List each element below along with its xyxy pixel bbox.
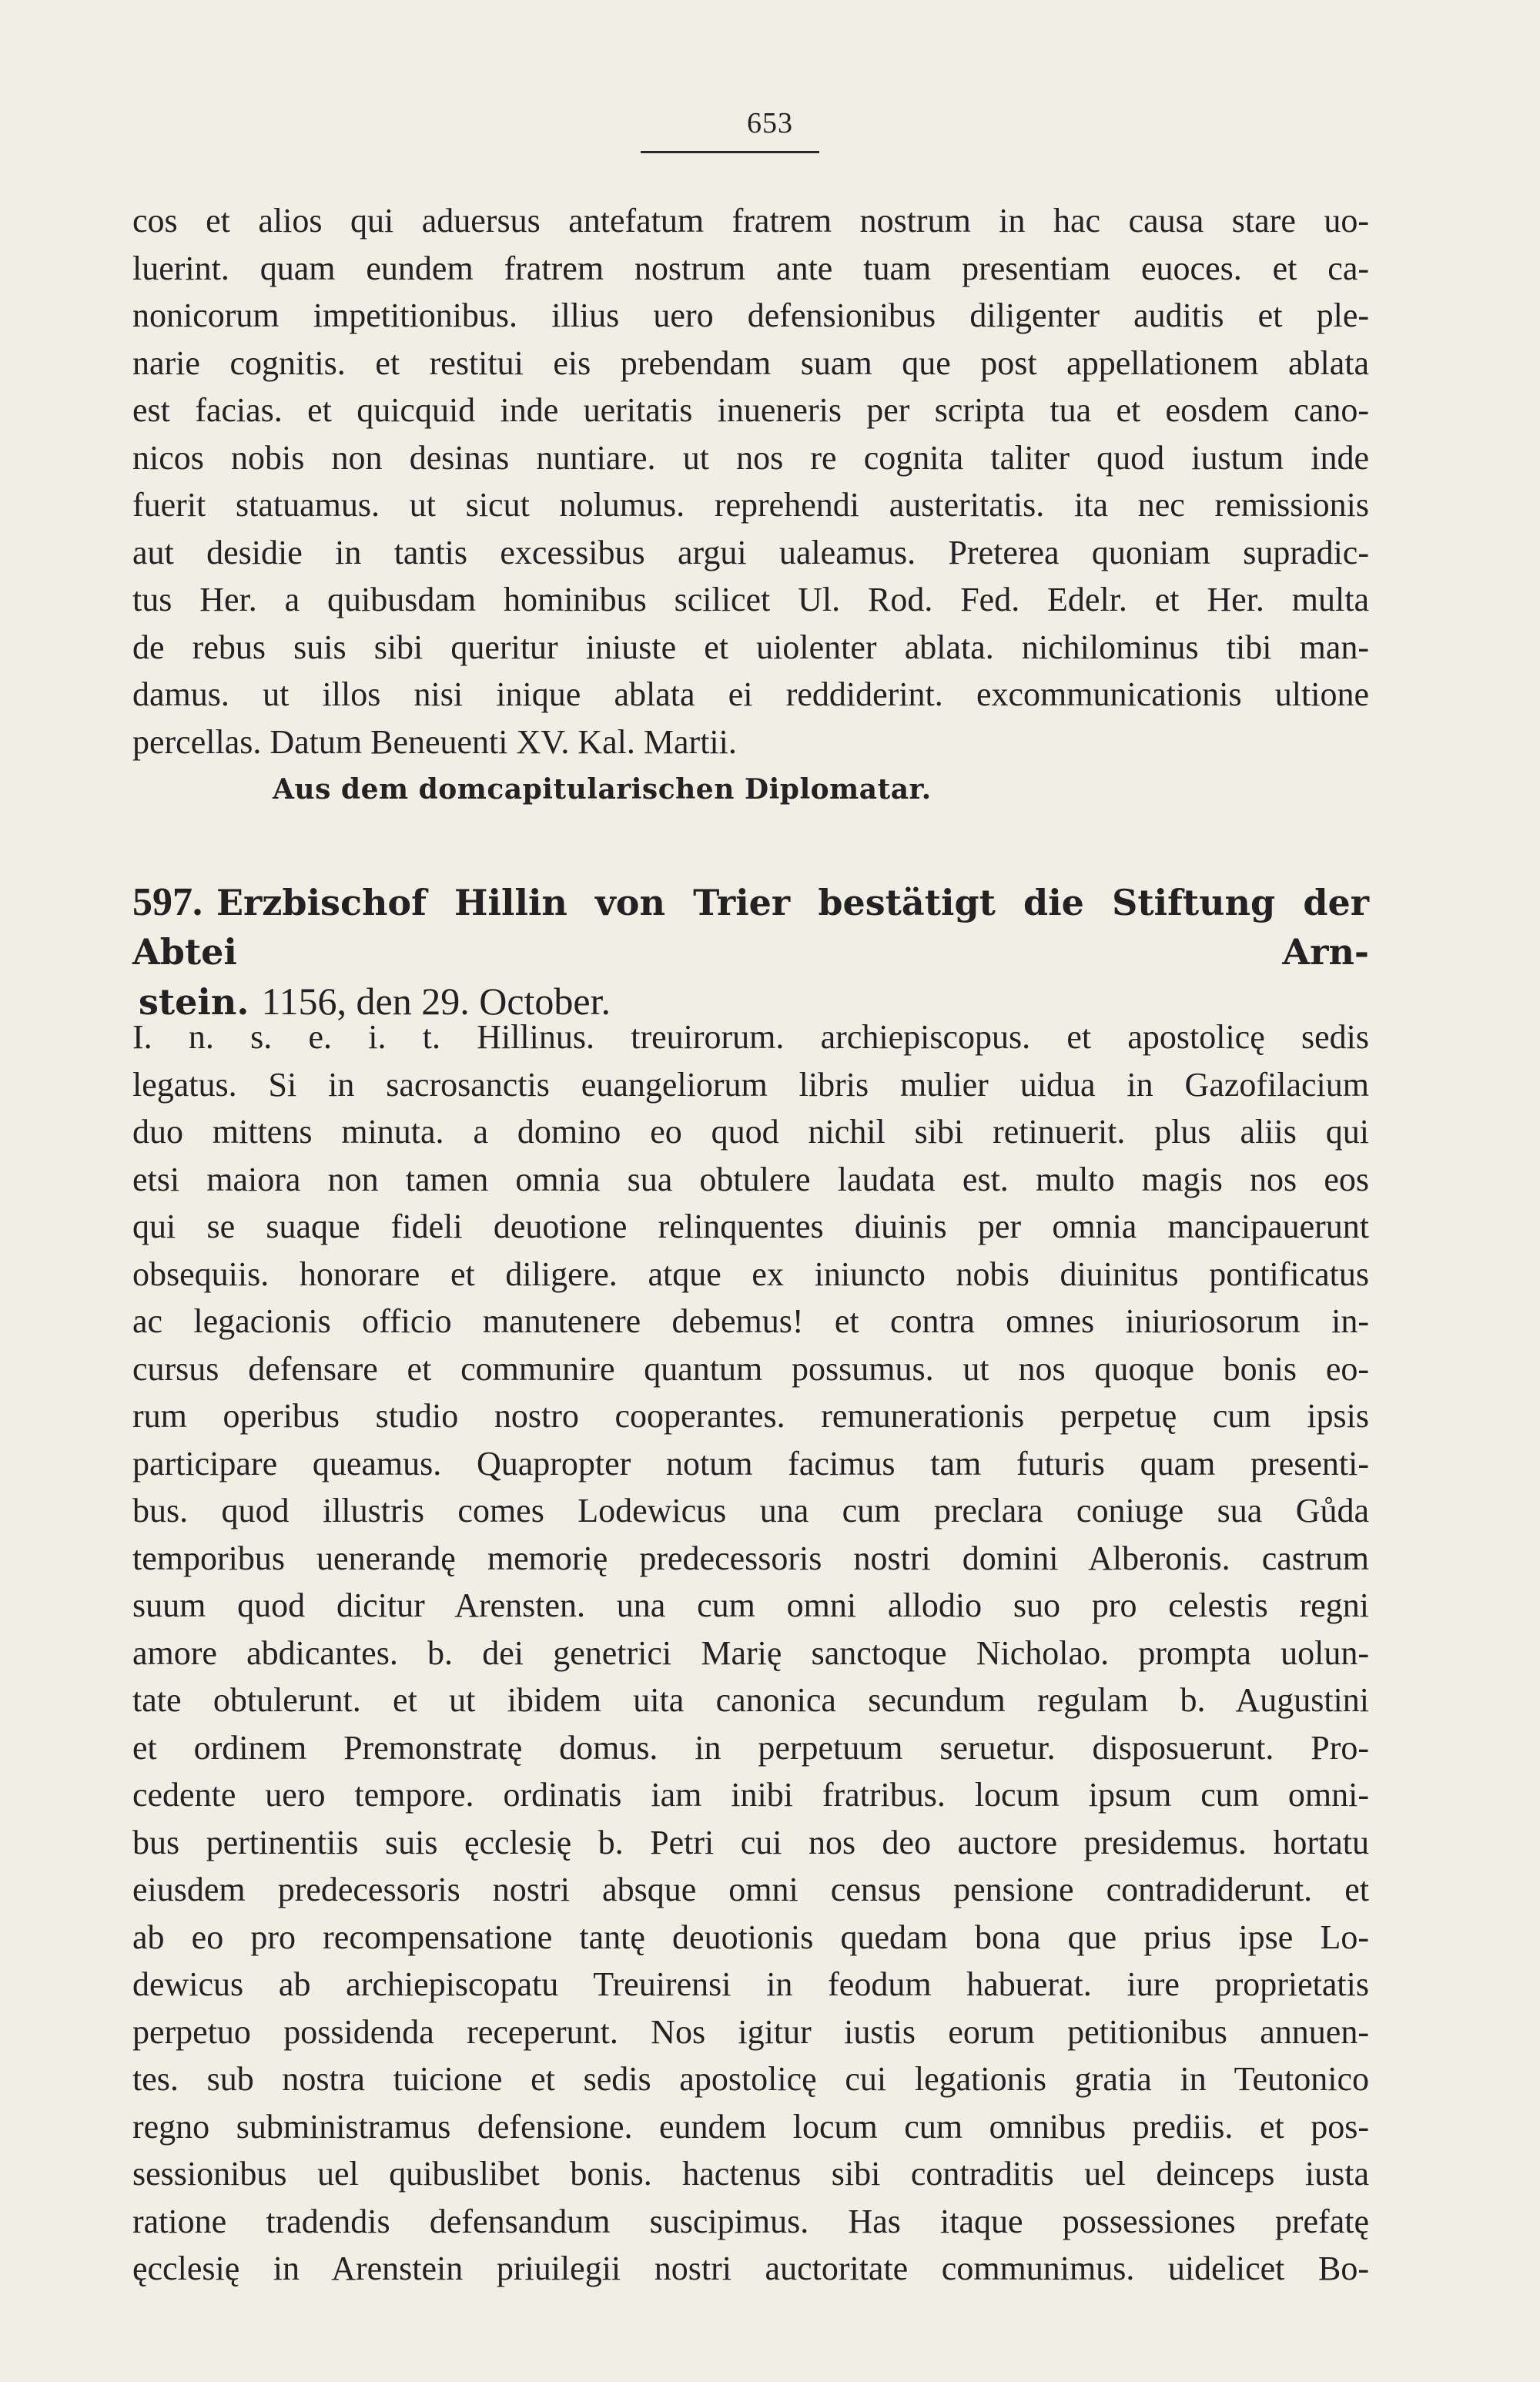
text-line: eiusdem predecessoris nostri absque omni census pensione contradiderunt. et (132, 1871, 1369, 1908)
text-line: narie cognitis. et restitui eis prebendam suam que post appellationem ablata (132, 343, 1369, 382)
text-line: cos et alios qui aduersus antefatum fratrem nostrum in hac causa stare uo- (132, 202, 1369, 240)
text-line: obsequiis. honorare et diligere. atque ex iniuncto nobis diuinitus pontificatus (132, 1255, 1369, 1293)
text-line: est facias. et quicquid inde ueritatis inueneris per scripta tua et eosdem cano- (132, 391, 1369, 429)
text-line: ab eo pro recompensatione tantę deuotionis quedam bona que prius ipse Lo- (132, 1918, 1369, 1956)
text-line: percellas. Datum Beneuenti XV. Kal. Martii. (132, 722, 737, 761)
text-line: damus. ut illos nisi inique ablata ei reddiderint. excommunicationis ultione (132, 675, 1369, 713)
text-line: perpetuo possidenda receperunt. Nos igitur iustis eorum petitionibus annuen- (132, 2012, 1369, 2051)
text-line: legatus. Si in sacrosanctis euangeliorum libris mulier uidua in Gazofilacium (132, 1065, 1369, 1104)
text-line: ac legacionis officio manutenere debemus! et contra omnes iniuriosorum in- (132, 1302, 1369, 1340)
text-line: suum quod dicitur Arensten. una cum omni allodio suo pro celestis regni (132, 1586, 1369, 1624)
text-line: de rebus suis sibi queritur iniuste et uiolenter ablata. nichilominus tibi man- (132, 628, 1369, 666)
document-title-end: stein. (139, 981, 249, 1023)
text-line: tus Her. a quibusdam hominibus scilicet Ul. Rod. Fed. Edelr. et Her. multa (132, 581, 1369, 618)
text-line: I. n. s. e. i. t. Hillinus. treuirorum. archiepiscopus. et apostolicę sedis (132, 1018, 1369, 1056)
text-line: sessionibus uel quibuslibet bonis. hactenus sibi contraditis uel deinceps iusta (132, 2155, 1369, 2193)
text-line: et ordinem Premonstratę domus. in perpetuum seruetur. disposuerunt. Pro- (132, 1728, 1369, 1767)
text-line: nicos nobis non desinas nuntiare. ut nos re cognita taliter quod iustum inde (132, 438, 1369, 477)
text-line: bus. quod illustris comes Lodewicus una cum preclara coniuge sua Gůda (132, 1492, 1369, 1529)
document-text (132, 1013, 1369, 2293)
text-line: luerint. quam eundem fratrem nostrum ante tuam presentiam euoces. et ca- (132, 249, 1369, 287)
text-line: duo mittens minuta. a domino eo quod nichil sibi retinuerit. plus aliis qui (132, 1113, 1369, 1151)
page-number: 653 (747, 107, 793, 139)
text-line: qui se suaque fideli deuotione relinquentes diuinis per omnia mancipauerunt (132, 1208, 1369, 1245)
text-line: ęcclesię in Arenstein priuilegii nostri auctoritate communimus. uidelicet Bo- (132, 2250, 1369, 2287)
document-date: 1156, den 29. October. (261, 980, 611, 1023)
source-note: Aus dem domcapitularischen Diplomatar. (273, 773, 932, 806)
header-rule (641, 151, 819, 153)
text-line: regno subministramus defensione. eundem locum cum omnibus prediis. et pos- (132, 2107, 1369, 2146)
text-line: bus pertinentiis suis ęcclesię b. Petri cui nos deo auctore presidemus. hortatu (132, 1823, 1369, 1861)
text-line: cedente uero tempore. ordinatis iam inibi fratribus. locum ipsum cum omni- (132, 1776, 1369, 1814)
text-line: tate obtulerunt. et ut ibidem uita canonica secundum regulam b. Augustini (132, 1681, 1369, 1719)
text-line: nonicorum impetitionibus. illius uero defensionibus diligenter auditis et ple- (132, 296, 1369, 334)
text-line: ratione tradendis defensandum suscipimus. Has itaque possessiones prefatę (132, 2202, 1369, 2240)
text-line: aut desidie in tantis excessibus argui ualeamus. Preterea quoniam supradic- (132, 533, 1369, 571)
document-heading (132, 878, 1369, 1027)
text-line: participare queamus. Quapropter notum facimus tam futuris quam presenti- (132, 1444, 1369, 1482)
text-line: rum operibus studio nostro cooperantes. remunerationis perpetuę cum ipsis (132, 1397, 1369, 1435)
document-title: Erzbischof Hillin von Trier bestätigt die Stiftung der Abtei Arn- (132, 882, 1369, 973)
continuation-text (132, 197, 1369, 766)
text-line: etsi maiora non tamen omnia sua obtulere laudata est. multo magis nos eos (132, 1160, 1369, 1198)
text-line: dewicus ab archiepiscopatu Treuirensi in feodum habuerat. iure proprietatis (132, 1965, 1369, 2003)
text-line: tes. sub nostra tuicione et sedis apostolicę cui legationis gratia in Teutonico (132, 2060, 1369, 2098)
document-number: 597. (132, 880, 203, 924)
text-line: amore abdicantes. b. dei genetrici Marię sanctoque Nicholao. prompta uolun- (132, 1633, 1369, 1672)
text-line: cursus defensare et communire quantum possumus. ut nos quoque bonis eo- (132, 1349, 1369, 1388)
text-line: temporibus uenerandę memorię predecessoris nostri domini Alberonis. castrum (132, 1539, 1369, 1577)
text-line: fuerit statuamus. ut sicut nolumus. reprehendi austeritatis. ita nec remissionis (132, 486, 1369, 524)
